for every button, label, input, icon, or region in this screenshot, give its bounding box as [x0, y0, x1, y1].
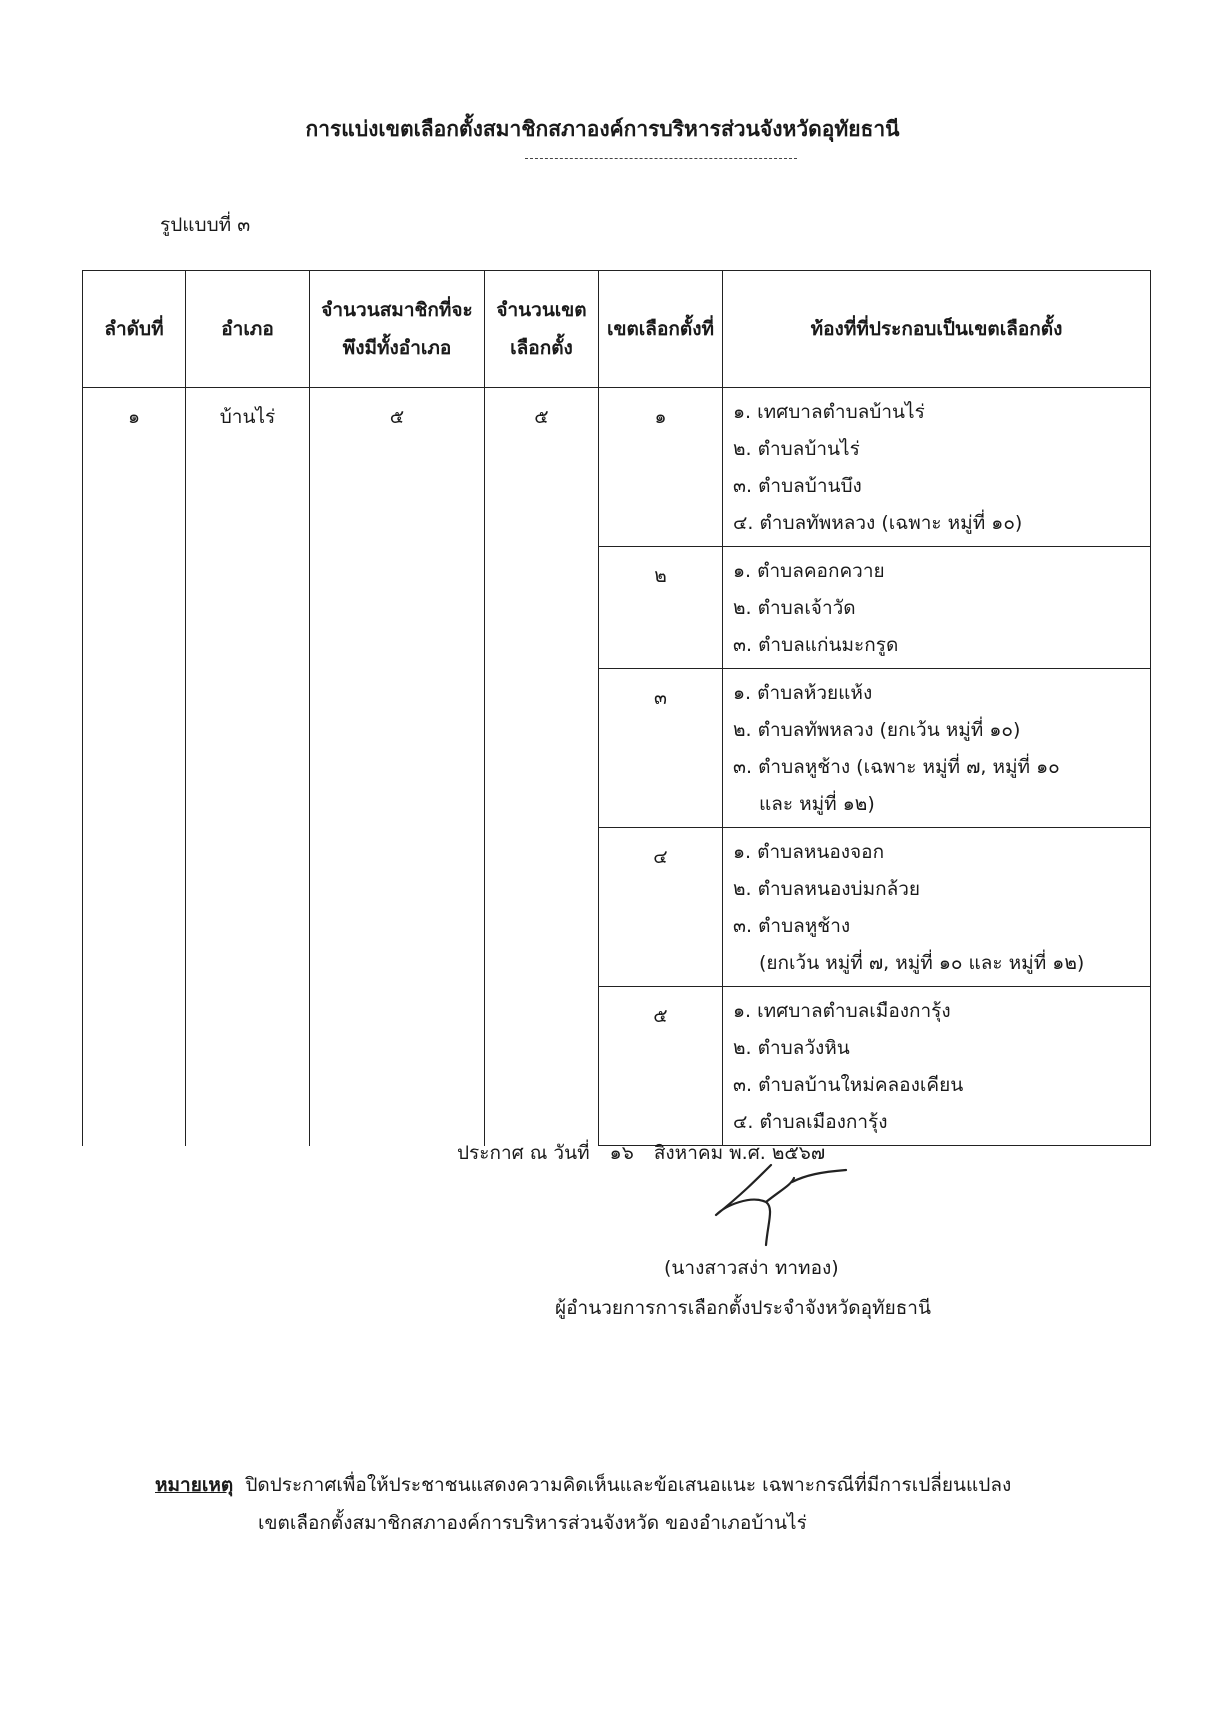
cell-district: บ้านไร่ — [186, 388, 310, 1146]
area-item: ๓. ตำบลบ้านบึง — [733, 475, 862, 497]
announcement-prefix: ประกาศ ณ วันที่ — [457, 1142, 590, 1164]
note-label: หมายเหตุ — [155, 1474, 234, 1496]
cell-zone-areas — [723, 388, 1151, 547]
note-text-1: ปิดประกาศเพื่อให้ประชาชนแสดงความคิดเห็นและข้อเสนอแนะ เฉพาะกรณีที่มีการเปลี่ยนแปลง — [245, 1474, 1012, 1496]
area-item: ๑. ตำบลหนองจอก — [733, 841, 885, 863]
cell-zone-areas — [723, 547, 1151, 669]
header-areas: ท้องที่ที่ประกอบเป็นเขตเลือกตั้ง — [723, 271, 1151, 388]
header-members: จำนวนสมาชิกที่จะพึงมีทั้งอำเภอ — [310, 271, 485, 388]
cell-zone-no: ๕ — [599, 987, 723, 1146]
area-item-continuation: (ยกเว้น หมู่ที่ ๗, หมู่ที่ ๑๐ และ หมู่ที่ ๑๒) — [759, 952, 1085, 974]
document-title: การแบ่งเขตเลือกตั้งสมาชิกสภาองค์การบริหารส่วนจังหวัดอุทัยธานี — [305, 117, 900, 141]
area-item: ๒. ตำบลบ้านไร่ — [733, 438, 860, 460]
cell-zone-no: ๒ — [599, 547, 723, 669]
title-divider — [525, 158, 797, 159]
cell-zone-no: ๑ — [599, 388, 723, 547]
cell-zone-no: ๓ — [599, 669, 723, 828]
area-item: ๒. ตำบลเจ้าวัด — [733, 597, 856, 619]
form-label: รูปแบบที่ ๓ — [160, 214, 251, 236]
handwritten-signature — [696, 1160, 876, 1250]
area-item: ๔. ตำบลเมืองการุ้ง — [733, 1111, 888, 1133]
area-item: ๑. ตำบลห้วยแห้ง — [733, 682, 873, 704]
cell-members: ๕ — [310, 388, 485, 1146]
area-item: ๑. เทศบาลตำบลเมืองการุ้ง — [733, 1000, 951, 1022]
area-item: ๑. เทศบาลตำบลบ้านไร่ — [733, 401, 925, 423]
cell-zone-count: ๕ — [485, 388, 599, 1146]
signer-name: (นางสาวสง่า ทาทอง) — [664, 1257, 839, 1279]
cell-order: ๑ — [83, 388, 186, 1146]
area-item: ๒. ตำบลทัพหลวง (ยกเว้น หมู่ที่ ๑๐) — [733, 719, 1021, 741]
cell-zone-areas — [723, 669, 1151, 828]
cell-zone-areas — [723, 987, 1151, 1146]
note-line-2: เขตเลือกตั้งสมาชิกสภาองค์การบริหารส่วนจังหวัด ของอำเภอบ้านไร่ — [258, 1512, 807, 1534]
announcement-month-year: สิงหาคม พ.ศ. ๒๕๖๗ — [653, 1142, 826, 1164]
table-row — [83, 388, 1151, 547]
area-item: ๒. ตำบลวังหิน — [733, 1037, 850, 1059]
area-item: ๓. ตำบลบ้านใหม่คลองเคียน — [733, 1074, 964, 1096]
signer-position: ผู้อำนวยการการเลือกตั้งประจำจังหวัดอุทัยธานี — [555, 1297, 931, 1319]
electoral-zones-table — [82, 270, 1151, 1146]
area-item: ๔. ตำบลทัพหลวง (เฉพาะ หมู่ที่ ๑๐) — [733, 512, 1023, 534]
area-item: ๒. ตำบลหนองบ่มกล้วย — [733, 878, 921, 900]
header-zone-count: จำนวนเขตเลือกตั้ง — [485, 271, 599, 388]
table-header-row — [83, 271, 1151, 388]
area-item-continuation: และ หมู่ที่ ๑๒) — [759, 793, 875, 815]
area-item: ๓. ตำบลหูช้าง (เฉพาะ หมู่ที่ ๗, หมู่ที่ ๑๐ — [733, 756, 1060, 778]
header-zone-no: เขตเลือกตั้งที่ — [599, 271, 723, 388]
cell-zone-no: ๔ — [599, 828, 723, 987]
note-section — [155, 1466, 1011, 1542]
area-item: ๑. ตำบลคอกควาย — [733, 560, 885, 582]
note-line-1 — [155, 1466, 1011, 1504]
header-order: ลำดับที่ — [83, 271, 186, 388]
area-item: ๓. ตำบลแก่นมะกรูด — [733, 634, 899, 656]
cell-zone-areas — [723, 828, 1151, 987]
header-district: อำเภอ — [186, 271, 310, 388]
announcement-day: ๑๖ — [609, 1142, 634, 1164]
area-item: ๓. ตำบลหูช้าง — [733, 915, 851, 937]
